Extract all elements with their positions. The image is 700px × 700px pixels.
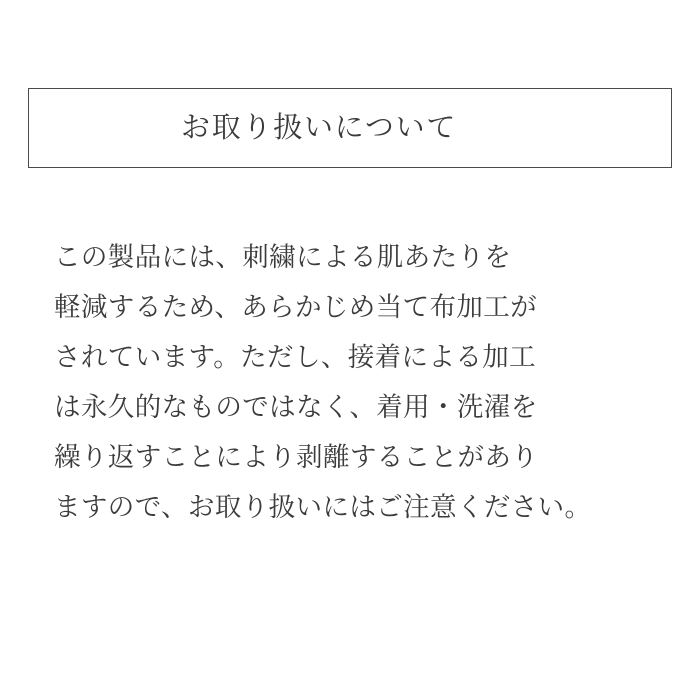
body-line-3: されています。ただし、接着による加工 [54, 342, 537, 372]
page-title: お取り扱いについて [181, 111, 458, 144]
heading-box [28, 88, 672, 168]
body-line-1: この製品には、刺繍による肌あたりを [54, 242, 512, 272]
body-text-block [54, 232, 654, 532]
body-line-6: ますので、お取り扱いにはご注意ください。 [54, 492, 592, 522]
body-line-5: 繰り返すことにより剥離することがあり [54, 442, 539, 472]
body-line-2: 軽減するため、あらかじめ当て布加工が [54, 292, 538, 322]
body-line-4: は永久的なものではなく、着用・洗濯を [54, 392, 538, 422]
